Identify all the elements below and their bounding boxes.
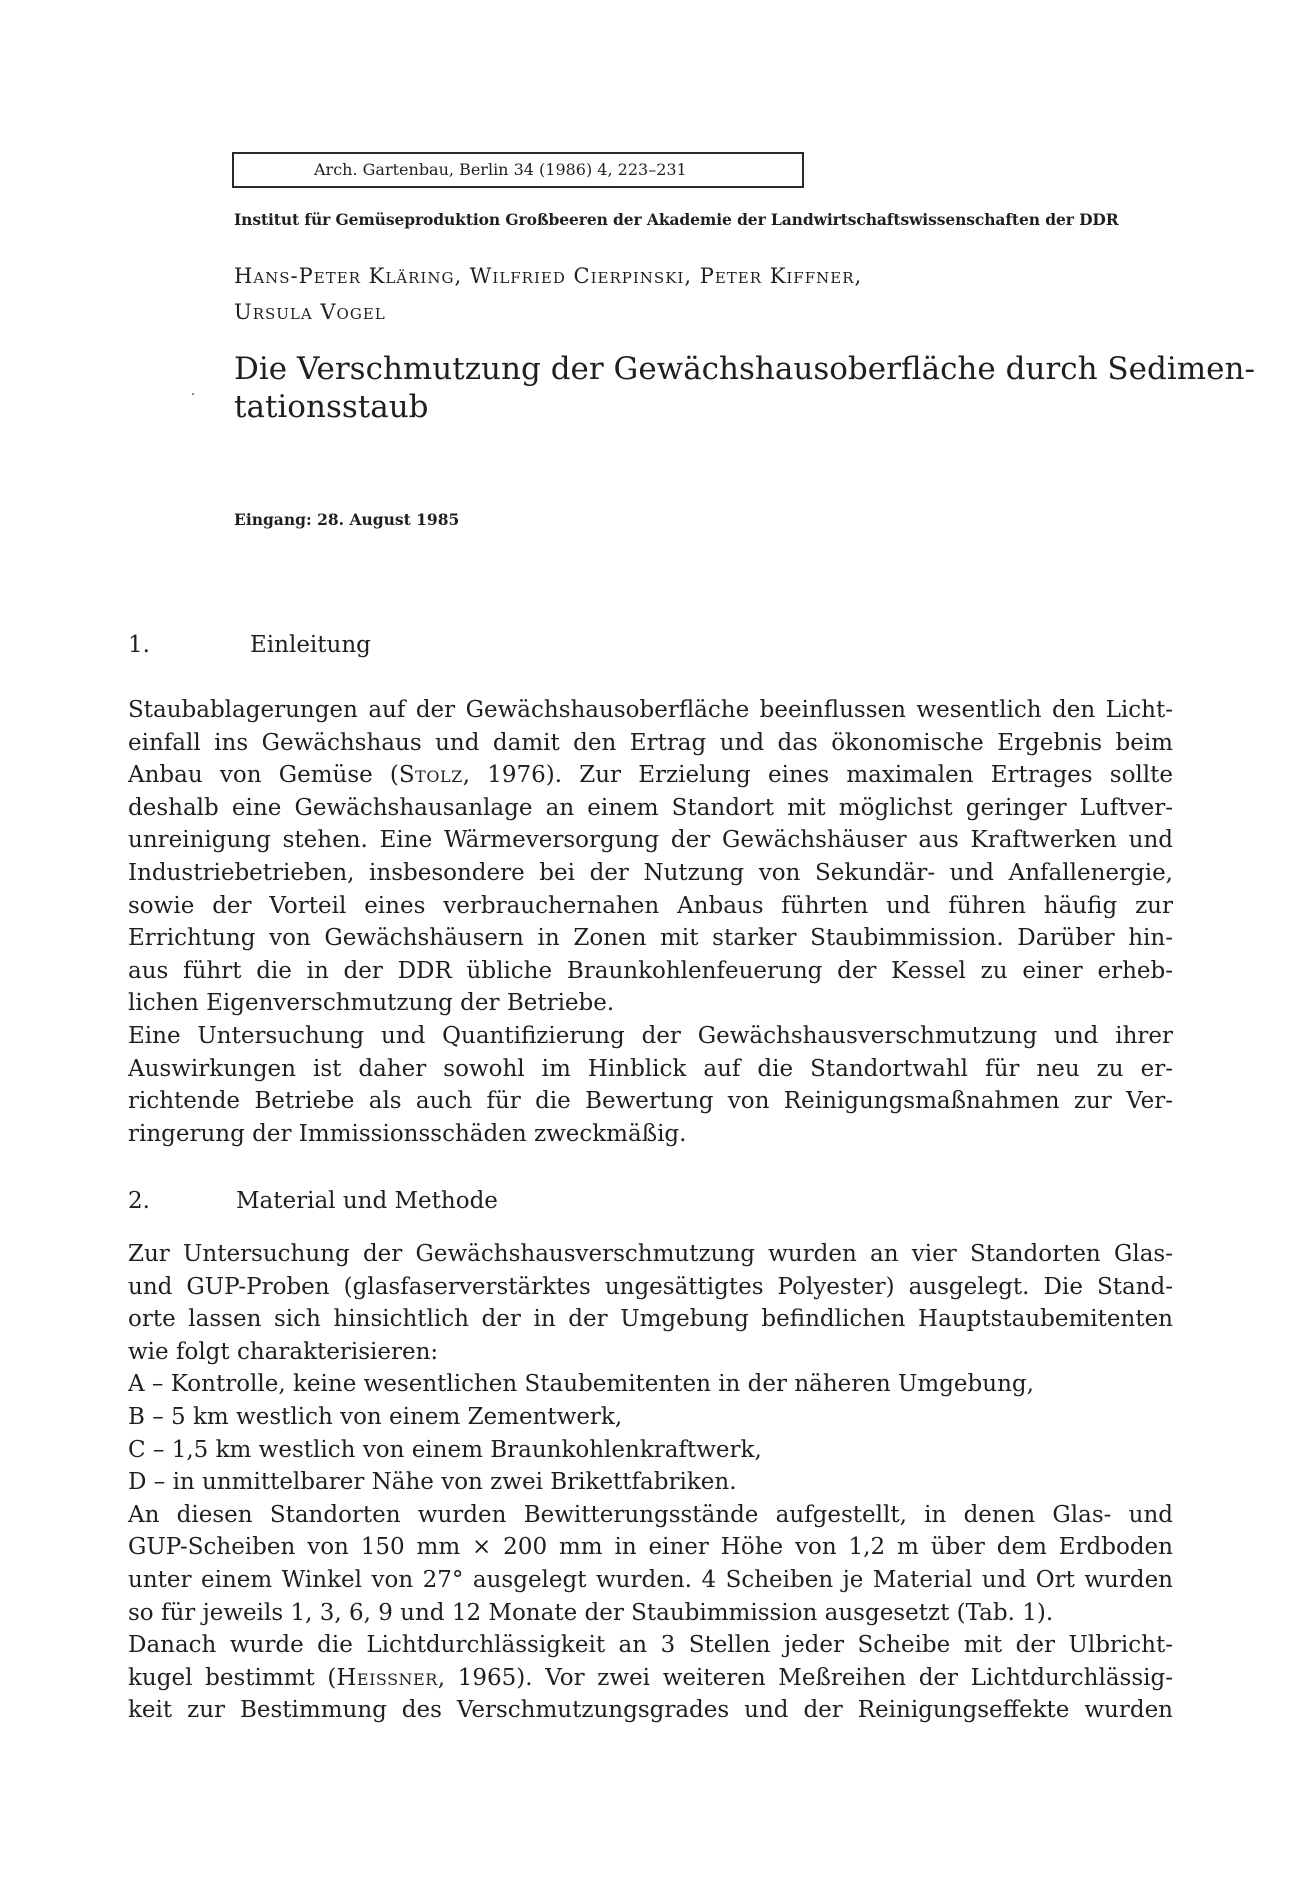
text-segment: B – 5 km westlich von einem Zementwerk, bbox=[128, 1403, 623, 1430]
text-line bbox=[128, 1597, 1173, 1630]
citation-author: Heissner bbox=[336, 1664, 438, 1691]
text-segment: aus führt die in der DDR übliche Braunkohlenfeuerung der Kessel zu einer erheb- bbox=[128, 957, 1173, 984]
text-line bbox=[128, 1238, 1173, 1271]
text-segment: wie folgt charakterisieren: bbox=[128, 1338, 439, 1365]
text-segment: unter einem Winkel von 27° ausgelegt wurden. 4 Scheiben je Material und Ort wurden bbox=[128, 1566, 1173, 1593]
text-line bbox=[128, 792, 1173, 825]
journal-reference-box bbox=[232, 152, 804, 188]
text-line bbox=[128, 824, 1173, 857]
text-line bbox=[128, 694, 1173, 727]
text-segment: D – in unmittelbarer Nähe von zwei Brikettfabriken. bbox=[128, 1469, 737, 1496]
text-line bbox=[128, 1303, 1173, 1336]
text-segment: Errichtung von Gewächshäusern in Zonen mit starker Staubimmission. Darüber hin- bbox=[128, 925, 1173, 952]
section-1-paragraph-1 bbox=[128, 694, 1173, 1020]
section-2-heading bbox=[128, 1188, 498, 1214]
text-line bbox=[128, 1531, 1173, 1564]
text-line bbox=[128, 1629, 1173, 1662]
text-segment: deshalb eine Gewächshausanlage an einem Standort mit möglichst geringer Luftver- bbox=[128, 794, 1173, 821]
text-segment: An diesen Standorten wurden Bewitterungsstände aufgestellt, in denen Glas- und bbox=[128, 1501, 1173, 1528]
text-line bbox=[128, 922, 1173, 955]
text-segment: lichen Eigenverschmutzung der Betriebe. bbox=[128, 990, 615, 1017]
text-segment: , 1965). Vor zwei weiteren Meßreihen der Lichtdurchlässig- bbox=[437, 1664, 1174, 1691]
text-line bbox=[128, 1401, 1173, 1434]
text-segment: ringerung der Immissionsschäden zweckmäßig. bbox=[128, 1120, 687, 1147]
text-segment: und GUP-Proben (glasfaserverstärktes ungesättigtes Polyester) ausgelegt. Die Stand- bbox=[128, 1273, 1173, 1300]
text-line bbox=[128, 890, 1173, 923]
text-segment: einfall ins Gewächshaus und damit den Ertrag und das ökonomische Ergebnis beim bbox=[128, 729, 1173, 756]
text-line bbox=[128, 1434, 1173, 1467]
text-line bbox=[128, 1336, 1173, 1369]
section-2-paragraph bbox=[128, 1238, 1173, 1727]
text-segment: richtende Betriebe als auch für die Bewertung von Reinigungsmaßnahmen zur Ver- bbox=[128, 1088, 1173, 1115]
received-date: Eingang: 28. August 1985 bbox=[234, 510, 460, 529]
text-segment: unreinigung stehen. Eine Wärmeversorgung der Gewächshäuser aus Kraftwerken und bbox=[128, 827, 1173, 854]
text-line bbox=[128, 759, 1173, 792]
section-1-number: 1. bbox=[128, 632, 150, 658]
text-line bbox=[128, 1118, 1173, 1151]
section-2-number: 2. bbox=[128, 1188, 150, 1214]
text-segment: Eine Untersuchung und Quantifizierung der Gewächshausverschmutzung und ihrer bbox=[128, 1023, 1173, 1049]
text-segment: so für jeweils 1, 3, 6, 9 und 12 Monate der Staubimmission ausgesetzt (Tab. 1). bbox=[128, 1599, 1054, 1626]
text-line bbox=[128, 1662, 1173, 1695]
author-list bbox=[234, 258, 862, 330]
text-segment: Staubablagerungen auf der Gewächshausoberfläche beeinflussen wesentlich den Licht- bbox=[128, 697, 1173, 723]
section-1-heading bbox=[128, 632, 371, 658]
scan-speck bbox=[192, 393, 194, 395]
authors-line-2: Ursula Vogel bbox=[234, 300, 386, 324]
text-line bbox=[128, 1085, 1173, 1118]
text-segment: GUP-Scheiben von 150 mm × 200 mm in einer Höhe von 1,2 m über dem Erdboden bbox=[128, 1534, 1173, 1561]
text-segment: orte lassen sich hinsichtlich der in der Umgebung befindlichen Hauptstaubemitenten bbox=[128, 1306, 1173, 1333]
text-segment: Danach wurde die Lichtdurchlässigkeit an 3 Stellen jeder Scheibe mit der Ulbricht- bbox=[128, 1632, 1173, 1659]
text-segment: kugel bestimmt ( bbox=[128, 1664, 337, 1691]
text-segment: keit zur Bestimmung des Verschmutzungsgrades und der Reinigungseffekte wurden bbox=[128, 1697, 1173, 1724]
text-segment: A – Kontrolle, keine wesentlichen Staubemitenten in der näheren Umgebung, bbox=[128, 1371, 1034, 1398]
text-segment: Anbau von Gemüse ( bbox=[128, 762, 399, 789]
text-segment: Auswirkungen ist daher sowohl im Hinblick auf die Standortwahl für neu zu er- bbox=[128, 1055, 1173, 1082]
title-line-2: tationsstaub bbox=[234, 389, 429, 425]
journal-reference: Arch. Gartenbau, Berlin 34 (1986) 4, 223–231 bbox=[314, 160, 687, 179]
authors-line-1: Hans-Peter Kläring, Wilfried Cierpinski, Peter Kiffner, bbox=[234, 264, 863, 288]
text-line bbox=[128, 1020, 1173, 1053]
text-line bbox=[128, 1499, 1173, 1532]
citation-author: Stolz bbox=[398, 762, 463, 789]
text-line bbox=[128, 1271, 1173, 1304]
text-segment: Industriebetrieben, insbesondere bei der Nutzung von Sekundär- und Anfallenergie, bbox=[128, 859, 1173, 886]
text-line bbox=[128, 727, 1173, 760]
text-line bbox=[128, 857, 1173, 890]
text-line bbox=[128, 1053, 1173, 1086]
text-line bbox=[128, 955, 1173, 988]
text-line bbox=[128, 1564, 1173, 1597]
section-2-title: Material und Methode bbox=[236, 1188, 498, 1214]
text-line bbox=[128, 987, 1173, 1020]
text-segment: Zur Untersuchung der Gewächshausverschmutzung wurden an vier Standorten Glas- bbox=[128, 1241, 1173, 1267]
section-1-title: Einleitung bbox=[250, 632, 371, 658]
text-line bbox=[128, 1368, 1173, 1401]
text-line bbox=[128, 1466, 1173, 1499]
paper-title bbox=[234, 350, 1255, 426]
title-line-1: Die Verschmutzung der Gewächshausoberfläche durch Sedimen- bbox=[234, 351, 1255, 387]
text-line bbox=[128, 1694, 1173, 1727]
text-segment: , 1976). Zur Erzielung eines maximalen Ertrages sollte bbox=[462, 762, 1173, 789]
text-segment: sowie der Vorteil eines verbrauchernahen Anbaus führten und führen häufig zur bbox=[128, 892, 1173, 919]
section-1-paragraph-2 bbox=[128, 1020, 1173, 1150]
text-segment: C – 1,5 km westlich von einem Braunkohlenkraftwerk, bbox=[128, 1436, 762, 1463]
institute-line: Institut für Gemüseproduktion Großbeeren der Akademie der Landwirtschaftswissenschaften der DDR bbox=[234, 210, 1119, 229]
